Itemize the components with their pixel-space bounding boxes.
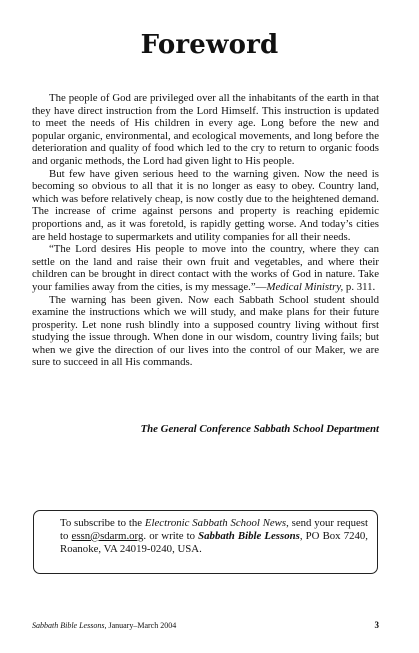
subscribe-address: , PO Box 7240, Roanoke, VA 24019-0240, USA.: [60, 529, 368, 555]
paragraph-3: The warning has been given. Now each Sabbath School student should examine the instructions which we will study, and make plans for their future prosperity. Let none rush blindly into a supposed country living without first studying the issue through. When done in our wisdom, country living fails; but when we give the direction of our lives into the control of our Maker, we are sure to succeed in all His commands.: [32, 293, 379, 369]
page-number: 3: [374, 620, 379, 630]
quote-paragraph: [32, 243, 379, 293]
signature: The General Conference Sabbath School Department: [140, 423, 379, 435]
subscribe-publication: Electronic Sabbath School News: [144, 517, 287, 529]
footer-period: , January–March 2004: [104, 621, 177, 630]
subscribe-part3: . or write to: [143, 529, 199, 542]
footer-publication: [32, 621, 176, 630]
quote-page: p. 311.: [343, 280, 376, 293]
paragraph-1: The people of God are privileged over all the inhabitants of the earth in that they have direct instruction from the Lord Himself. This instruction is updated to meet the needs of His children in every age. Long before the new and popular organic, environmental, and ecological movements, and long before the deterioration and quality of food which led to the cry to return to organic foods and organic methods, the Lord had given light to His people.: [32, 92, 379, 167]
quote-source: Medical Ministry,: [266, 280, 344, 293]
email-link[interactable]: essn@sdarm.org: [71, 529, 144, 542]
quote-text: “The Lord desires His people to move into the country, where they can settle on the land and raise their own fruit and vegetables, and where their children can be brought in direct contact with the works of God in nature. Take your families away from the cities, is my message.”—: [32, 243, 379, 293]
subscribe-box: [33, 510, 378, 574]
subscribe-text: [43, 517, 368, 555]
paragraph-2: But few have given serious heed to the warning given. Now the need is becoming so obvious to all that it is no longer as easy to obey. Country land, which was before relatively cheap, is now costly due to the heightened demand. The increase of crime against persons and property is reaching epidemic proportions and, as it was foretold, is rapidly getting worse. And today’s cities are held hostage to supermarkets and utility companies for all their needs.: [32, 167, 379, 243]
foreword-body: [32, 92, 379, 369]
footer-publication-title: Sabbath Bible Lessons: [32, 621, 105, 630]
subscribe-part2: , send your request to: [60, 517, 369, 542]
page-footer: [32, 621, 379, 633]
page-title: Foreword: [140, 30, 279, 60]
subscribe-lessons: Sabbath Bible Lessons: [198, 529, 300, 542]
subscribe-part1: To subscribe to the: [60, 517, 145, 529]
